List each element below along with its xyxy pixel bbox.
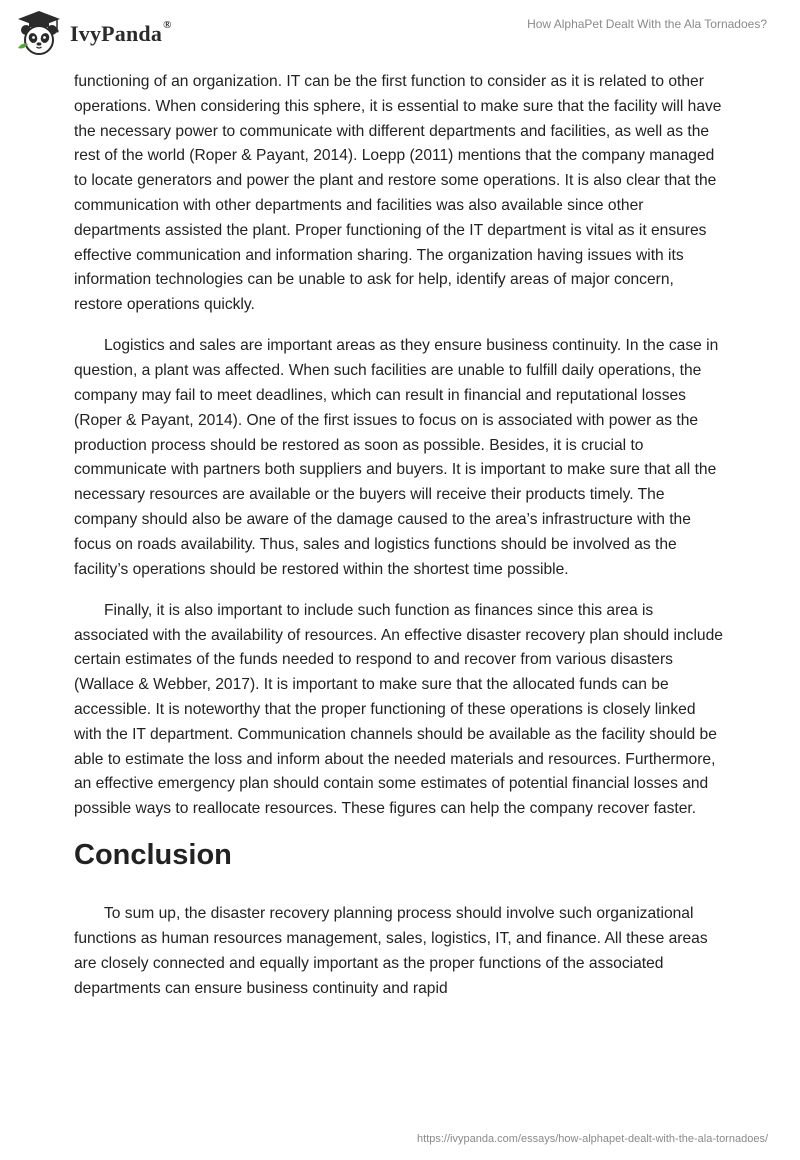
conclusion-paragraph: To sum up, the disaster recovery planning process should involve such organizational functions as human resources management, sales, logistics, IT, and finance. All these areas are closely connected and equally important as the proper functions of the associated departments can ensure business continuity and rapid [74,905,708,997]
brand-name-text: IvyPanda [70,21,163,46]
essay-content [74,70,726,1018]
page-header [0,0,800,62]
conclusion-heading: Conclusion [74,839,232,872]
body-paragraph-2: Logistics and sales are important areas as they ensure business continuity. In the case in question, a plant was affected. When such facilities are unable to fulfill daily operations, the company may fail to meet deadlines, which can result in financial and reputational losses (Roper & Payant, 2014). One of the first issues to focus on is associated with power as the production process should be restored as soon as possible. Besides, it is crucial to communicate with partners both suppliers and buyers. It is important to make sure that all the necessary resources are available or the buyers will receive their products timely. The company should also be aware of the damage caused to the area’s infrastructure with the focus on roads availability. Thus, sales and logistics functions should be involved as the facility’s operations should be restored within the shortest time possible. [74,337,719,578]
body-paragraph-1: functioning of an organization. IT can be the first function to consider as it is related to other operations. When considering this sphere, it is essential to make sure that the facility will have the necessary power to communicate with different departments and facilities, as well as the rest of the world (Roper & Payant, 2014). Loepp (2011) mentions that the company managed to locate generators and power the plant and restore some operations. It is also clear that the communication with other departments and facilities was also available since other departments assisted the plant. Proper functioning of the IT department is vital as it ensures effective communication and information sharing. The organization having issues with its information technologies can be unable to ask for help, identify areas of major concern, restore operations quickly. [74,73,722,314]
registered-mark: ® [163,19,172,31]
panda-graduate-icon [14,8,64,58]
source-url[interactable]: https://ivypanda.com/essays/how-alphapet-dealt-with-the-ala-tornadoes/ [417,1133,768,1145]
document-title: How AlphaPet Dealt With the Ala Tornadoes? [527,17,767,31]
body-paragraph-3: Finally, it is also important to include such function as finances since this area is associated with the availability of resources. An effective disaster recovery plan should include certain estimates of the funds needed to respond to and recover from various disasters (Wallace & Webber, 2017). It is important to make sure that the allocated funds can be accessible. It is noteworthy that the proper functioning of these operations is closely linked with the IT department. Communication channels should be available as the facility should be able to estimate the loss and inform about the needed materials and resources. Furthermore, an effective emergency plan should contain some estimates of potential financial losses and possible ways to reallocate resources. These figures can help the company recover faster. [74,601,723,818]
brand-name [70,21,172,47]
ivypanda-logo[interactable] [14,8,172,58]
